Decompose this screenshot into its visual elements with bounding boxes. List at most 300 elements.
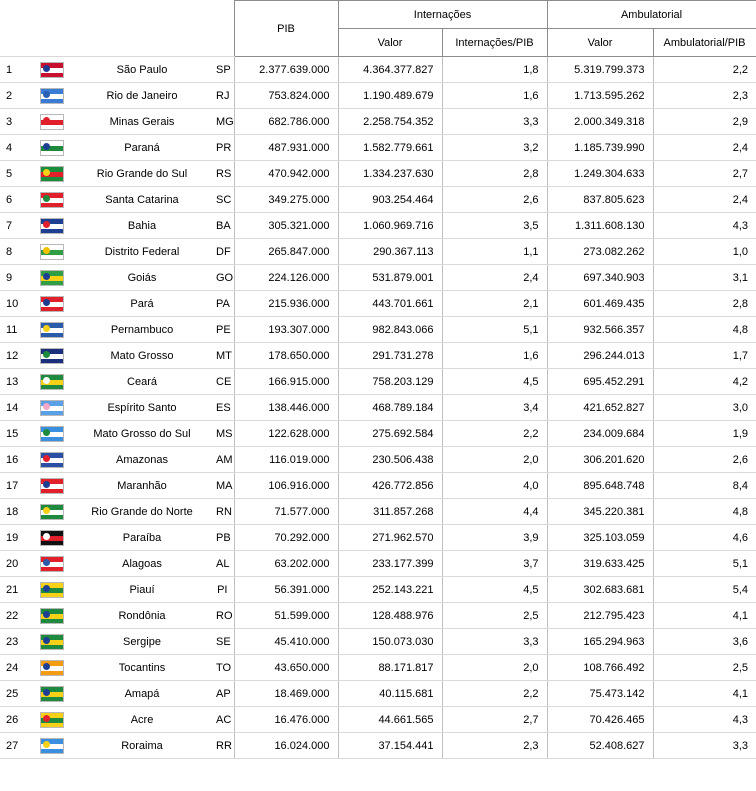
internacoes-valor-cell: 1.190.489.679 (338, 83, 442, 109)
flag-cell (36, 655, 72, 681)
ambulatorial-valor-cell: 306.201.620 (547, 447, 653, 473)
state-name-cell: Goiás (72, 265, 212, 291)
flag-cell (36, 447, 72, 473)
mato-grosso-do-sul-flag-icon (40, 426, 64, 442)
ambulatorial-pib-cell: 4,1 (653, 603, 756, 629)
flag-emblem (43, 325, 50, 332)
flag-cell (36, 239, 72, 265)
state-name-cell: Sergipe (72, 629, 212, 655)
ambulatorial-pib-cell: 3,0 (653, 395, 756, 421)
state-name-cell: Rio Grande do Sul (72, 161, 212, 187)
piaui-flag-icon (40, 582, 64, 598)
state-code-cell: GO (212, 265, 234, 291)
flag-emblem (43, 663, 50, 670)
table-row (0, 447, 756, 473)
ambulatorial-pib-cell: 1,0 (653, 239, 756, 265)
flag-emblem (43, 429, 50, 436)
ambulatorial-valor-cell: 70.426.465 (547, 707, 653, 733)
state-name-cell: Amazonas (72, 447, 212, 473)
table-row (0, 317, 756, 343)
state-name-cell: Acre (72, 707, 212, 733)
flag-emblem (43, 117, 50, 124)
internacoes-valor-cell: 150.073.030 (338, 629, 442, 655)
parana-flag-icon (40, 140, 64, 156)
ambulatorial-pib-cell: 4,2 (653, 369, 756, 395)
flag-emblem (43, 299, 50, 306)
ambulatorial-pib-cell: 2,6 (653, 447, 756, 473)
pib-cell: 265.847.000 (234, 239, 338, 265)
rank-cell: 13 (0, 369, 36, 395)
internacoes-pib-cell: 4,0 (442, 473, 547, 499)
flag-emblem (43, 689, 50, 696)
rio-de-janeiro-flag-icon (40, 88, 64, 104)
state-name-cell: Pernambuco (72, 317, 212, 343)
table-row (0, 681, 756, 707)
ambulatorial-pib-cell: 2,4 (653, 187, 756, 213)
ceara-flag-icon (40, 374, 64, 390)
pib-cell: 51.599.000 (234, 603, 338, 629)
ambulatorial-valor-cell: 895.648.748 (547, 473, 653, 499)
state-code-cell: MT (212, 343, 234, 369)
pib-cell: 63.202.000 (234, 551, 338, 577)
rank-cell: 10 (0, 291, 36, 317)
internacoes-valor-cell: 275.692.584 (338, 421, 442, 447)
ambulatorial-valor-cell: 601.469.435 (547, 291, 653, 317)
maranhao-flag-icon (40, 478, 64, 494)
flag-cell (36, 499, 72, 525)
table-row (0, 187, 756, 213)
flag-cell (36, 109, 72, 135)
amapa-flag-icon (40, 686, 64, 702)
internacoes-valor-cell: 982.843.066 (338, 317, 442, 343)
internacoes-valor-cell: 468.789.184 (338, 395, 442, 421)
state-name-cell: Roraima (72, 733, 212, 759)
state-code-cell: CE (212, 369, 234, 395)
table-row (0, 395, 756, 421)
flag-cell (36, 707, 72, 733)
header-row-1 (0, 1, 756, 29)
rank-cell: 4 (0, 135, 36, 161)
ambulatorial-valor-cell: 695.452.291 (547, 369, 653, 395)
table-row (0, 655, 756, 681)
pib-cell: 16.024.000 (234, 733, 338, 759)
ambulatorial-valor-cell: 837.805.623 (547, 187, 653, 213)
state-code-cell: BA (212, 213, 234, 239)
pib-cell: 682.786.000 (234, 109, 338, 135)
header-internacoes-pib: Internações/PIB (442, 29, 547, 57)
rank-cell: 5 (0, 161, 36, 187)
ambulatorial-pib-cell: 5,4 (653, 577, 756, 603)
pib-cell: 753.824.000 (234, 83, 338, 109)
state-name-cell: Espírito Santo (72, 395, 212, 421)
acre-flag-icon (40, 712, 64, 728)
internacoes-pib-cell: 3,4 (442, 395, 547, 421)
internacoes-pib-cell: 2,3 (442, 733, 547, 759)
state-code-cell: SE (212, 629, 234, 655)
rank-cell: 12 (0, 343, 36, 369)
state-name-cell: Ceará (72, 369, 212, 395)
flag-cell (36, 733, 72, 759)
table-row (0, 57, 756, 83)
state-code-cell: AL (212, 551, 234, 577)
ambulatorial-valor-cell: 212.795.423 (547, 603, 653, 629)
internacoes-pib-cell: 2,5 (442, 603, 547, 629)
state-name-cell: Mato Grosso (72, 343, 212, 369)
state-name-cell: Alagoas (72, 551, 212, 577)
ambulatorial-valor-cell: 52.408.627 (547, 733, 653, 759)
state-code-cell: PI (212, 577, 234, 603)
flag-emblem (43, 221, 50, 228)
internacoes-valor-cell: 1.582.779.661 (338, 135, 442, 161)
internacoes-valor-cell: 4.364.377.827 (338, 57, 442, 83)
rank-cell: 16 (0, 447, 36, 473)
rank-cell: 24 (0, 655, 36, 681)
state-code-cell: MG (212, 109, 234, 135)
flag-cell (36, 187, 72, 213)
flag-cell (36, 551, 72, 577)
state-name-cell: Tocantins (72, 655, 212, 681)
table-body (0, 57, 756, 759)
rio-grande-do-norte-flag-icon (40, 504, 64, 520)
distrito-federal-flag-icon (40, 244, 64, 260)
ambulatorial-pib-cell: 3,1 (653, 265, 756, 291)
internacoes-valor-cell: 88.171.817 (338, 655, 442, 681)
table-row (0, 109, 756, 135)
table-row (0, 603, 756, 629)
state-name-cell: Santa Catarina (72, 187, 212, 213)
roraima-flag-icon (40, 738, 64, 754)
flag-emblem (43, 65, 50, 72)
pib-cell: 138.446.000 (234, 395, 338, 421)
state-name-cell: Pará (72, 291, 212, 317)
ambulatorial-valor-cell: 1.713.595.262 (547, 83, 653, 109)
internacoes-valor-cell: 1.060.969.716 (338, 213, 442, 239)
rank-cell: 18 (0, 499, 36, 525)
internacoes-pib-cell: 2,7 (442, 707, 547, 733)
state-code-cell: RO (212, 603, 234, 629)
pib-cell: 116.019.000 (234, 447, 338, 473)
header-corner (0, 1, 234, 57)
rank-cell: 17 (0, 473, 36, 499)
pib-cell: 56.391.000 (234, 577, 338, 603)
internacoes-valor-cell: 311.857.268 (338, 499, 442, 525)
ambulatorial-valor-cell: 234.009.684 (547, 421, 653, 447)
state-name-cell: Mato Grosso do Sul (72, 421, 212, 447)
table-row (0, 473, 756, 499)
ambulatorial-pib-cell: 4,8 (653, 317, 756, 343)
ambulatorial-valor-cell: 325.103.059 (547, 525, 653, 551)
rank-cell: 11 (0, 317, 36, 343)
table-row (0, 265, 756, 291)
ambulatorial-valor-cell: 1.249.304.633 (547, 161, 653, 187)
table-row (0, 343, 756, 369)
rank-cell: 21 (0, 577, 36, 603)
sao-paulo-flag-icon (40, 62, 64, 78)
rank-cell: 14 (0, 395, 36, 421)
pib-cell: 43.650.000 (234, 655, 338, 681)
ambulatorial-valor-cell: 345.220.381 (547, 499, 653, 525)
state-code-cell: AM (212, 447, 234, 473)
pib-cell: 470.942.000 (234, 161, 338, 187)
internacoes-valor-cell: 128.488.976 (338, 603, 442, 629)
state-code-cell: AC (212, 707, 234, 733)
flag-cell (36, 395, 72, 421)
state-name-cell: Piauí (72, 577, 212, 603)
internacoes-pib-cell: 3,5 (442, 213, 547, 239)
state-code-cell: SC (212, 187, 234, 213)
rio-grande-do-sul-flag-icon (40, 166, 64, 182)
rank-cell: 2 (0, 83, 36, 109)
internacoes-pib-cell: 2,4 (442, 265, 547, 291)
ambulatorial-valor-cell: 273.082.262 (547, 239, 653, 265)
state-name-cell: Paraíba (72, 525, 212, 551)
ambulatorial-valor-cell: 932.566.357 (547, 317, 653, 343)
state-name-cell: Rio de Janeiro (72, 83, 212, 109)
rank-cell: 1 (0, 57, 36, 83)
ambulatorial-pib-cell: 2,3 (653, 83, 756, 109)
state-code-cell: DF (212, 239, 234, 265)
internacoes-pib-cell: 2,0 (442, 655, 547, 681)
flag-emblem (43, 247, 50, 254)
flag-cell (36, 57, 72, 83)
ambulatorial-pib-cell: 2,8 (653, 291, 756, 317)
state-name-cell: Maranhão (72, 473, 212, 499)
flag-emblem (43, 507, 50, 514)
internacoes-pib-cell: 2,6 (442, 187, 547, 213)
santa-catarina-flag-icon (40, 192, 64, 208)
state-name-cell: Paraná (72, 135, 212, 161)
table-row (0, 577, 756, 603)
pib-cell: 193.307.000 (234, 317, 338, 343)
header-valor-ambulatorial: Valor (547, 29, 653, 57)
internacoes-pib-cell: 2,2 (442, 681, 547, 707)
internacoes-valor-cell: 758.203.129 (338, 369, 442, 395)
ambulatorial-pib-cell: 2,7 (653, 161, 756, 187)
ambulatorial-valor-cell: 697.340.903 (547, 265, 653, 291)
table-row (0, 733, 756, 759)
table-row (0, 213, 756, 239)
table-row (0, 499, 756, 525)
flag-cell (36, 83, 72, 109)
internacoes-valor-cell: 44.661.565 (338, 707, 442, 733)
state-code-cell: PA (212, 291, 234, 317)
rank-cell: 25 (0, 681, 36, 707)
rank-cell: 7 (0, 213, 36, 239)
ambulatorial-valor-cell: 1.311.608.130 (547, 213, 653, 239)
pib-cell: 166.915.000 (234, 369, 338, 395)
pib-cell: 349.275.000 (234, 187, 338, 213)
flag-cell (36, 343, 72, 369)
state-code-cell: RS (212, 161, 234, 187)
rank-cell: 9 (0, 265, 36, 291)
mato-grosso-flag-icon (40, 348, 64, 364)
pib-cell: 45.410.000 (234, 629, 338, 655)
ambulatorial-valor-cell: 2.000.349.318 (547, 109, 653, 135)
rank-cell: 27 (0, 733, 36, 759)
internacoes-valor-cell: 443.701.661 (338, 291, 442, 317)
rank-cell: 26 (0, 707, 36, 733)
pib-cell: 2.377.639.000 (234, 57, 338, 83)
rank-cell: 20 (0, 551, 36, 577)
pib-cell: 215.936.000 (234, 291, 338, 317)
internacoes-valor-cell: 531.879.001 (338, 265, 442, 291)
state-code-cell: MS (212, 421, 234, 447)
pib-cell: 18.469.000 (234, 681, 338, 707)
flag-cell (36, 629, 72, 655)
flag-emblem (43, 91, 50, 98)
table-row (0, 421, 756, 447)
internacoes-pib-cell: 2,1 (442, 291, 547, 317)
header-pib: PIB (234, 1, 338, 57)
internacoes-pib-cell: 1,6 (442, 83, 547, 109)
state-code-cell: SP (212, 57, 234, 83)
state-name-cell: São Paulo (72, 57, 212, 83)
pib-cell: 178.650.000 (234, 343, 338, 369)
internacoes-pib-cell: 3,3 (442, 109, 547, 135)
rank-cell: 3 (0, 109, 36, 135)
flag-cell (36, 265, 72, 291)
amazonas-flag-icon (40, 452, 64, 468)
flag-emblem (43, 169, 50, 176)
ambulatorial-pib-cell: 4,8 (653, 499, 756, 525)
rank-cell: 19 (0, 525, 36, 551)
ambulatorial-valor-cell: 302.683.681 (547, 577, 653, 603)
state-code-cell: TO (212, 655, 234, 681)
internacoes-pib-cell: 2,8 (442, 161, 547, 187)
internacoes-valor-cell: 230.506.438 (338, 447, 442, 473)
flag-emblem (43, 741, 50, 748)
bahia-flag-icon (40, 218, 64, 234)
ambulatorial-pib-cell: 2,9 (653, 109, 756, 135)
internacoes-pib-cell: 3,2 (442, 135, 547, 161)
ambulatorial-valor-cell: 75.473.142 (547, 681, 653, 707)
internacoes-pib-cell: 5,1 (442, 317, 547, 343)
state-code-cell: PB (212, 525, 234, 551)
flag-emblem (43, 195, 50, 202)
ambulatorial-pib-cell: 2,5 (653, 655, 756, 681)
internacoes-pib-cell: 1,1 (442, 239, 547, 265)
table-row (0, 629, 756, 655)
state-code-cell: AP (212, 681, 234, 707)
rank-cell: 6 (0, 187, 36, 213)
internacoes-pib-cell: 3,3 (442, 629, 547, 655)
flag-cell (36, 369, 72, 395)
ambulatorial-valor-cell: 421.652.827 (547, 395, 653, 421)
table-row (0, 135, 756, 161)
pernambuco-flag-icon (40, 322, 64, 338)
state-name-cell: Bahia (72, 213, 212, 239)
flag-cell (36, 473, 72, 499)
ambulatorial-pib-cell: 4,3 (653, 213, 756, 239)
ambulatorial-pib-cell: 2,4 (653, 135, 756, 161)
header-ambulatorial: Ambulatorial (547, 1, 756, 29)
ambulatorial-pib-cell: 4,1 (653, 681, 756, 707)
pib-cell: 487.931.000 (234, 135, 338, 161)
flag-emblem (43, 559, 50, 566)
rondonia-flag-icon (40, 608, 64, 624)
flag-emblem (43, 455, 50, 462)
ambulatorial-valor-cell: 108.766.492 (547, 655, 653, 681)
pib-cell: 305.321.000 (234, 213, 338, 239)
flag-emblem (43, 143, 50, 150)
flag-emblem (43, 585, 50, 592)
state-code-cell: PE (212, 317, 234, 343)
pib-cell: 16.476.000 (234, 707, 338, 733)
header-valor-internacoes: Valor (338, 29, 442, 57)
internacoes-pib-cell: 3,7 (442, 551, 547, 577)
internacoes-valor-cell: 40.115.681 (338, 681, 442, 707)
state-name-cell: Amapá (72, 681, 212, 707)
internacoes-valor-cell: 1.334.237.630 (338, 161, 442, 187)
table-row (0, 83, 756, 109)
internacoes-valor-cell: 291.731.278 (338, 343, 442, 369)
ambulatorial-pib-cell: 1,7 (653, 343, 756, 369)
flag-cell (36, 603, 72, 629)
internacoes-valor-cell: 426.772.856 (338, 473, 442, 499)
table-row (0, 369, 756, 395)
internacoes-valor-cell: 37.154.441 (338, 733, 442, 759)
state-code-cell: RN (212, 499, 234, 525)
flag-emblem (43, 611, 50, 618)
flag-cell (36, 291, 72, 317)
para-flag-icon (40, 296, 64, 312)
flag-cell (36, 317, 72, 343)
ambulatorial-pib-cell: 3,6 (653, 629, 756, 655)
flag-emblem (43, 351, 50, 358)
flag-emblem (43, 377, 50, 384)
flag-emblem (43, 273, 50, 280)
flag-cell (36, 681, 72, 707)
state-code-cell: PR (212, 135, 234, 161)
internacoes-pib-cell: 3,9 (442, 525, 547, 551)
table-row (0, 291, 756, 317)
ambulatorial-pib-cell: 1,9 (653, 421, 756, 447)
state-name-cell: Minas Gerais (72, 109, 212, 135)
state-code-cell: ES (212, 395, 234, 421)
internacoes-pib-cell: 2,2 (442, 421, 547, 447)
pib-cell: 71.577.000 (234, 499, 338, 525)
flag-cell (36, 161, 72, 187)
pib-cell: 122.628.000 (234, 421, 338, 447)
table-row (0, 161, 756, 187)
goias-flag-icon (40, 270, 64, 286)
state-code-cell: RJ (212, 83, 234, 109)
internacoes-pib-cell: 4,4 (442, 499, 547, 525)
ambulatorial-valor-cell: 1.185.739.990 (547, 135, 653, 161)
flag-emblem (43, 481, 50, 488)
pib-cell: 224.126.000 (234, 265, 338, 291)
pib-cell: 106.916.000 (234, 473, 338, 499)
espirito-santo-flag-icon (40, 400, 64, 416)
rank-cell: 23 (0, 629, 36, 655)
table-row (0, 707, 756, 733)
table-row (0, 551, 756, 577)
flag-cell (36, 525, 72, 551)
internacoes-pib-cell: 4,5 (442, 369, 547, 395)
header-ambulatorial-pib: Ambulatorial/PIB (653, 29, 756, 57)
internacoes-pib-cell: 2,0 (442, 447, 547, 473)
state-code-cell: MA (212, 473, 234, 499)
table-row (0, 525, 756, 551)
state-name-cell: Rondônia (72, 603, 212, 629)
minas-gerais-flag-icon (40, 114, 64, 130)
state-name-cell: Rio Grande do Norte (72, 499, 212, 525)
rank-cell: 8 (0, 239, 36, 265)
ambulatorial-pib-cell: 5,1 (653, 551, 756, 577)
internacoes-valor-cell: 290.367.113 (338, 239, 442, 265)
internacoes-pib-cell: 1,8 (442, 57, 547, 83)
ambulatorial-pib-cell: 4,3 (653, 707, 756, 733)
